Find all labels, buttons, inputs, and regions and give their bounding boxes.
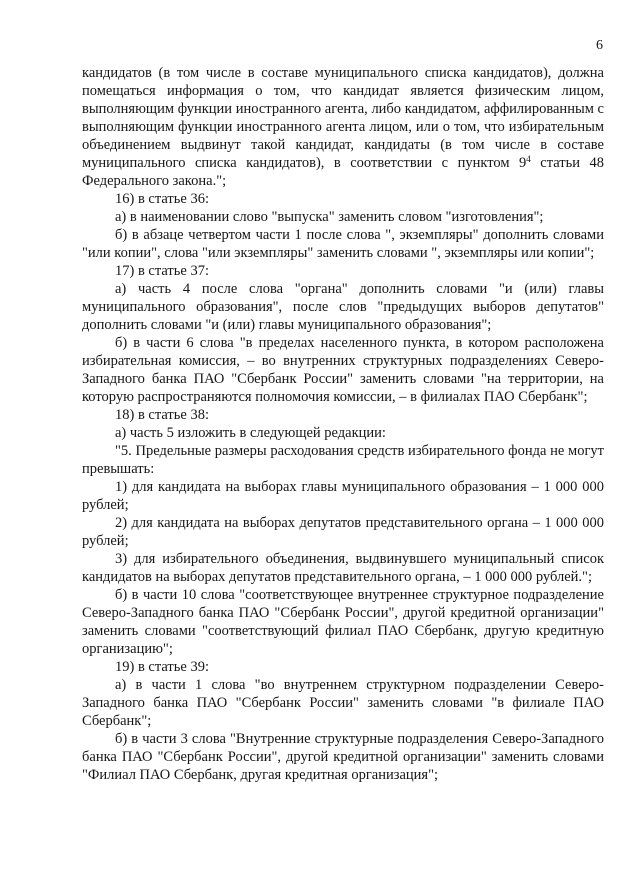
paragraph (82, 586, 604, 658)
paragraph-text: статьи 48 Федерального закона."; (82, 155, 604, 189)
paragraph (82, 190, 604, 208)
paragraph-text: б) в части 6 слова "в пределах населенного пункта, в котором расположена избирательная комиссия, – во внутренних структурных подразделениях Северо-Западного банка ПАО "Сбербанк России" заменить словами "на территории, на которую распространяются полномочия комиссии, – в филиалах ПАО Сбербанк"; (82, 335, 604, 405)
paragraph-text: 19) в статье 39: (115, 659, 209, 675)
paragraph-text: а) в части 1 слова "во внутреннем структурном подразделении Северо-Западного банка ПАО "Сбербанк России" заменить словами "в филиале ПАО Сбербанк"; (82, 677, 604, 729)
paragraph (82, 730, 604, 784)
paragraph-text: "5. Предельные размеры расходования средств избирательного фонда не могут превышать: (82, 443, 604, 477)
paragraph (82, 550, 604, 586)
document-body (82, 64, 604, 784)
paragraph (82, 406, 604, 424)
paragraph (82, 280, 604, 334)
paragraph-text: 17) в статье 37: (115, 263, 209, 279)
paragraph (82, 208, 604, 226)
paragraph (82, 262, 604, 280)
paragraph (82, 226, 604, 262)
paragraph-text: кандидатов (в том числе в составе муниципального списка кандидатов), должна помещаться информация о том, что кандидат является физическим лицом, выполняющим функции иностранного агента, либо кандидатом, аффилированным с выполняющим функции иностранного агента лицом, или о том, что избирательным объединением выдвинут такой кандидат, кандидаты (в том числе в составе муниципального списка кандидатов), в соответствии с пунктом 9 (82, 65, 604, 171)
paragraph (82, 658, 604, 676)
paragraph-text: б) в части 10 слова "соответствующее внутреннее структурное подразделение Северо-Западного банка ПАО "Сбербанк России", другой кредитной организации" заменить словами "соответствующий филиал ПАО Сбербанк, другую кредитную организацию"; (82, 587, 604, 657)
paragraph-text: б) в части 3 слова "Внутренние структурные подразделения Северо-Западного банка ПАО "Сбербанк России", другой кредитной организации" заменить словами "Филиал ПАО Сбербанк, другая кредитная организация"; (82, 731, 604, 783)
paragraph (82, 514, 604, 550)
paragraph (82, 64, 604, 190)
paragraph-text: а) в наименовании слово "выпуска" заменить словом "изготовления"; (115, 209, 544, 225)
paragraph (82, 478, 604, 514)
paragraph-text: б) в абзаце четвертом части 1 после слова ", экземпляры" дополнить словами "или копии", слова "или экземпляры" заменить словами ", экземпляры или копии"; (82, 227, 604, 261)
paragraph-text: 2) для кандидата на выборах депутатов представительного органа – 1 000 000 рублей; (82, 515, 604, 549)
paragraph-text: 3) для избирательного объединения, выдвинувшего муниципальный список кандидатов на выборах депутатов представительного органа, – 1 000 000 рублей."; (82, 551, 604, 585)
superscript: 4 (526, 154, 531, 164)
paragraph (82, 442, 604, 478)
paragraph (82, 424, 604, 442)
paragraph-text: а) часть 4 после слова "органа" дополнить словами "и (или) главы муниципального образования", после слов "предыдущих выборов депутатов" дополнить словами "и (или) главы муниципального образования"; (82, 281, 604, 333)
paragraph (82, 676, 604, 730)
paragraph-text: 18) в статье 38: (115, 407, 209, 423)
page-number: 6 (596, 38, 603, 53)
paragraph-text: а) часть 5 изложить в следующей редакции: (115, 425, 386, 441)
paragraph-text: 16) в статье 36: (115, 191, 209, 207)
paragraph (82, 334, 604, 406)
paragraph-text: 1) для кандидата на выборах главы муниципального образования – 1 000 000 рублей; (82, 479, 604, 513)
